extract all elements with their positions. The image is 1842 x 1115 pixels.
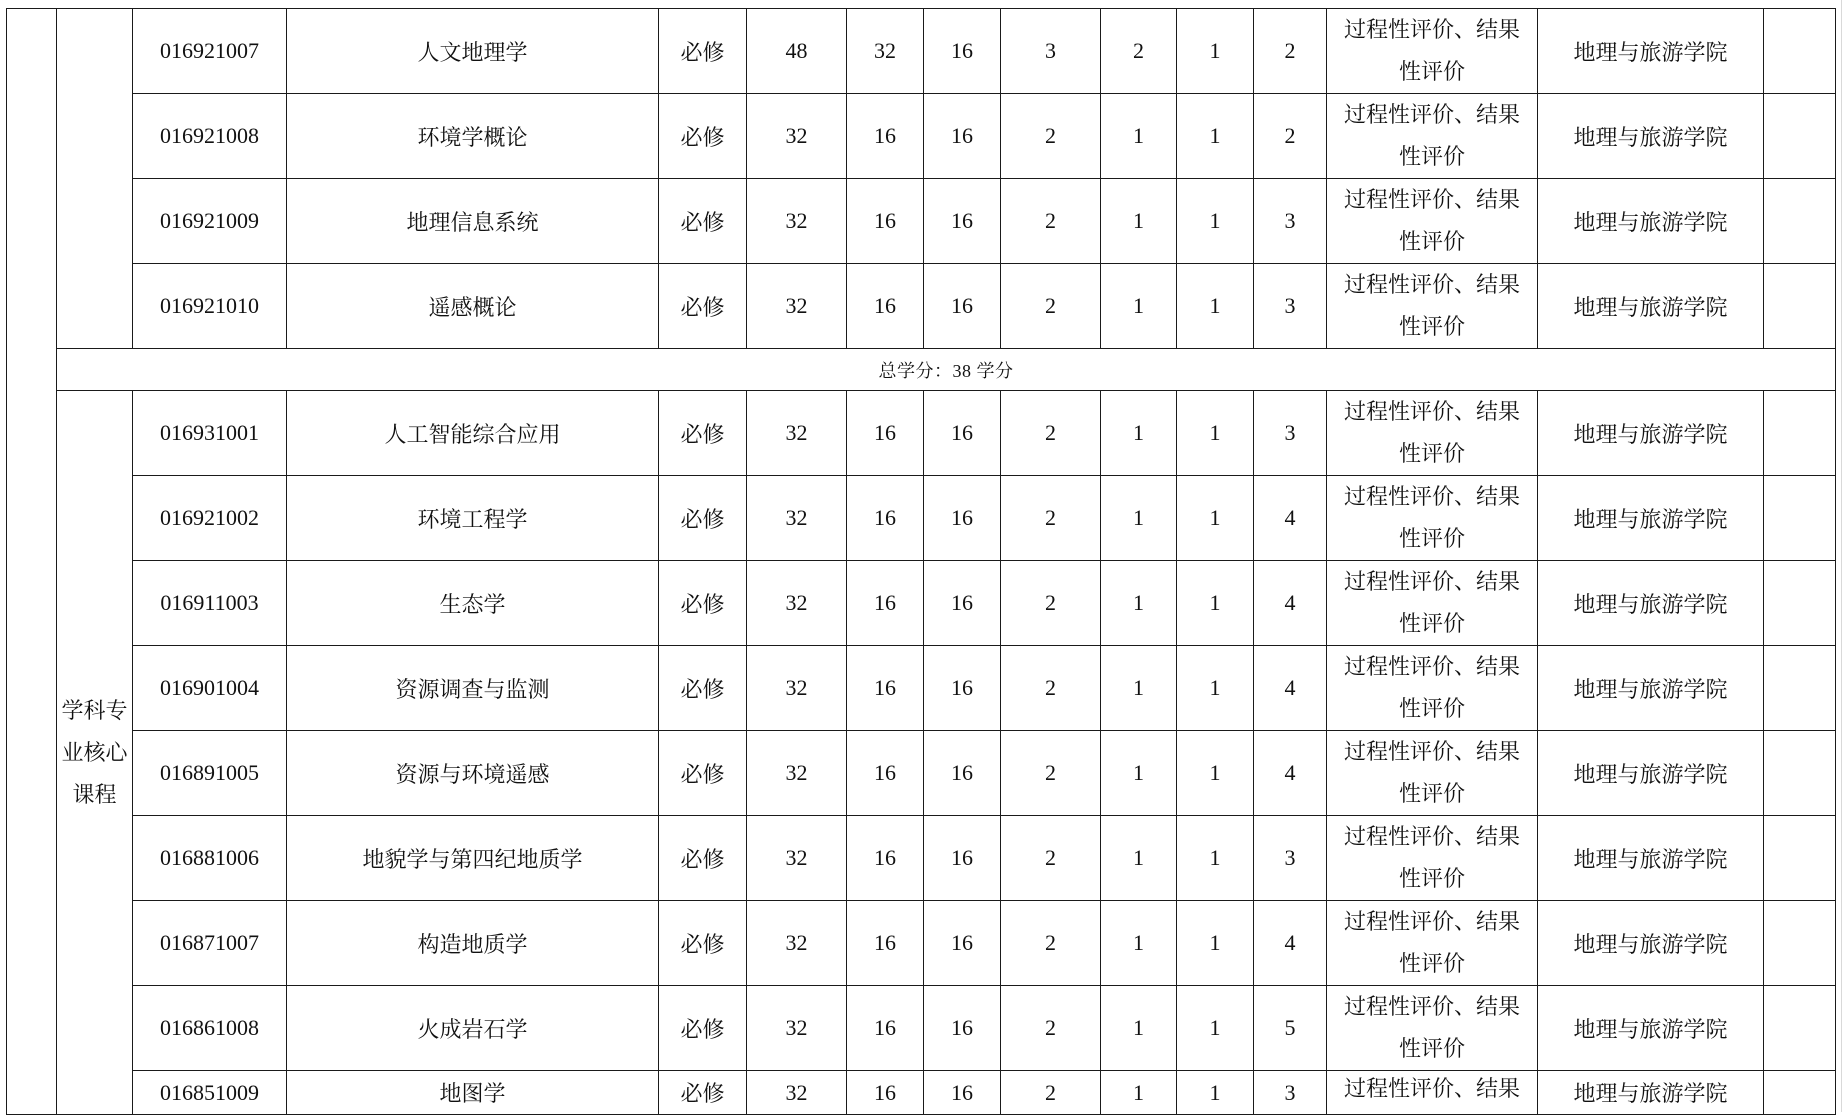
theory-credits-cell: 1 [1101, 476, 1177, 561]
total-credits-cell: 2 [1001, 816, 1101, 901]
table-row [7, 731, 1836, 816]
table-row [7, 264, 1836, 349]
course-type-cell: 必修 [659, 731, 747, 816]
college-cell: 地理与旅游学院 [1538, 391, 1764, 476]
total-hours-cell: 32 [747, 94, 847, 179]
total-hours-cell: 32 [747, 816, 847, 901]
term-cell: 3 [1254, 179, 1327, 264]
table-row [7, 94, 1836, 179]
course-type-cell: 必修 [659, 391, 747, 476]
course-type-cell: 必修 [659, 94, 747, 179]
category-label-cell [57, 391, 133, 1115]
course-type-cell: 必修 [659, 179, 747, 264]
theory-credits-cell: 1 [1101, 816, 1177, 901]
course-code-cell: 016891005 [133, 731, 287, 816]
total-hours-cell: 32 [747, 476, 847, 561]
term-cell: 4 [1254, 476, 1327, 561]
practice-credits-cell: 1 [1177, 816, 1254, 901]
theory-hours-cell: 16 [847, 901, 924, 986]
remark-cell [1764, 179, 1836, 264]
remark-cell [1764, 901, 1836, 986]
term-cell: 3 [1254, 816, 1327, 901]
course-table [6, 8, 1836, 1115]
course-code-cell: 016921010 [133, 264, 287, 349]
remark-cell [1764, 816, 1836, 901]
course-code-cell: 016921009 [133, 179, 287, 264]
total-credits-cell: 2 [1001, 264, 1101, 349]
total-credits-row [7, 349, 1836, 391]
total-credits-cell: 2 [1001, 901, 1101, 986]
total-credits-cell: 2 [1001, 986, 1101, 1071]
course-name-cell: 遥感概论 [287, 264, 659, 349]
assessment-cell: 过程性评价、结果性评价 [1327, 561, 1538, 646]
college-cell: 地理与旅游学院 [1538, 646, 1764, 731]
total-credits-cell: 2 [1001, 561, 1101, 646]
total-hours-cell: 32 [747, 646, 847, 731]
remark-cell [1764, 391, 1836, 476]
total-credits-cell: 2 [1001, 179, 1101, 264]
total-hours-cell: 32 [747, 561, 847, 646]
theory-hours-cell: 16 [847, 561, 924, 646]
course-name-cell: 构造地质学 [287, 901, 659, 986]
theory-hours-cell: 16 [847, 646, 924, 731]
college-cell: 地理与旅游学院 [1538, 1071, 1764, 1115]
term-cell: 5 [1254, 986, 1327, 1071]
assessment-cell: 过程性评价、结果性评价 [1327, 9, 1538, 94]
practice-hours-cell: 16 [924, 816, 1001, 901]
course-type-cell: 必修 [659, 986, 747, 1071]
course-type-cell: 必修 [659, 901, 747, 986]
practice-credits-cell: 1 [1177, 1071, 1254, 1115]
total-hours-cell: 32 [747, 901, 847, 986]
assessment-cell: 过程性评价、结果性评价 [1327, 94, 1538, 179]
practice-hours-cell: 16 [924, 986, 1001, 1071]
course-code-cell: 016861008 [133, 986, 287, 1071]
term-cell: 3 [1254, 391, 1327, 476]
theory-hours-cell: 16 [847, 179, 924, 264]
remark-cell [1764, 986, 1836, 1071]
course-name-cell: 火成岩石学 [287, 986, 659, 1071]
assessment-cell: 过程性评价、结果性评价 [1327, 391, 1538, 476]
college-cell: 地理与旅游学院 [1538, 179, 1764, 264]
remark-cell [1764, 731, 1836, 816]
theory-credits-cell: 1 [1101, 561, 1177, 646]
practice-credits-cell: 1 [1177, 264, 1254, 349]
course-code-cell: 016881006 [133, 816, 287, 901]
course-name-cell: 地图学 [287, 1071, 659, 1115]
category-label: 学科专业核心课程 [61, 697, 128, 807]
theory-credits-cell: 1 [1101, 1071, 1177, 1115]
total-hours-cell: 32 [747, 391, 847, 476]
college-cell: 地理与旅游学院 [1538, 731, 1764, 816]
practice-hours-cell: 16 [924, 731, 1001, 816]
course-name-cell: 人工智能综合应用 [287, 391, 659, 476]
remark-cell [1764, 561, 1836, 646]
course-code-cell: 016871007 [133, 901, 287, 986]
table-row [7, 986, 1836, 1071]
practice-hours-cell: 16 [924, 264, 1001, 349]
term-cell: 4 [1254, 646, 1327, 731]
assessment-cell: 过程性评价、结果性评价 [1327, 986, 1538, 1071]
total-hours-cell: 32 [747, 179, 847, 264]
practice-hours-cell: 16 [924, 179, 1001, 264]
assessment-cell: 过程性评价、结果性评价 [1327, 476, 1538, 561]
theory-hours-cell: 16 [847, 731, 924, 816]
total-credits-cell: 2 [1001, 731, 1101, 816]
theory-credits-cell: 1 [1101, 646, 1177, 731]
course-code-cell: 016921008 [133, 94, 287, 179]
course-type-cell: 必修 [659, 476, 747, 561]
theory-hours-cell: 16 [847, 264, 924, 349]
theory-hours-cell: 16 [847, 816, 924, 901]
course-type-cell: 必修 [659, 561, 747, 646]
total-credits-cell: 2 [1001, 1071, 1101, 1115]
practice-credits-cell: 1 [1177, 731, 1254, 816]
table-row [7, 561, 1836, 646]
theory-credits-cell: 2 [1101, 9, 1177, 94]
assessment-cell: 过程性评价、结果性评价 [1327, 179, 1538, 264]
total-credits-cell: 3 [1001, 9, 1101, 94]
practice-hours-cell: 16 [924, 901, 1001, 986]
practice-credits-cell: 1 [1177, 476, 1254, 561]
category-label-cell [57, 9, 133, 349]
theory-hours-cell: 16 [847, 986, 924, 1071]
table-row [7, 901, 1836, 986]
course-name-cell: 生态学 [287, 561, 659, 646]
table-row [7, 179, 1836, 264]
table-row [7, 476, 1836, 561]
college-cell: 地理与旅游学院 [1538, 264, 1764, 349]
course-name-cell: 资源调查与监测 [287, 646, 659, 731]
course-type-cell: 必修 [659, 816, 747, 901]
course-name-cell: 人文地理学 [287, 9, 659, 94]
course-name-cell: 地貌学与第四纪地质学 [287, 816, 659, 901]
assessment-cell: 过程性评价、结果 [1327, 1071, 1538, 1115]
table-body [7, 9, 1836, 1115]
table-row [7, 646, 1836, 731]
total-hours-cell: 32 [747, 731, 847, 816]
theory-credits-cell: 1 [1101, 731, 1177, 816]
remark-cell [1764, 264, 1836, 349]
total-credits-cell: 2 [1001, 646, 1101, 731]
term-cell: 4 [1254, 901, 1327, 986]
assessment-cell: 过程性评价、结果性评价 [1327, 264, 1538, 349]
college-cell: 地理与旅游学院 [1538, 561, 1764, 646]
total-credits-cell: 2 [1001, 476, 1101, 561]
assessment-cell: 过程性评价、结果性评价 [1327, 816, 1538, 901]
remark-cell [1764, 9, 1836, 94]
term-cell: 3 [1254, 1071, 1327, 1115]
course-code-cell: 016921007 [133, 9, 287, 94]
total-credits-cell: 2 [1001, 94, 1101, 179]
course-type-cell: 必修 [659, 646, 747, 731]
assessment-cell: 过程性评价、结果性评价 [1327, 646, 1538, 731]
remark-cell [1764, 1071, 1836, 1115]
college-cell: 地理与旅游学院 [1538, 901, 1764, 986]
assessment-cell: 过程性评价、结果性评价 [1327, 901, 1538, 986]
theory-credits-cell: 1 [1101, 94, 1177, 179]
practice-credits-cell: 1 [1177, 391, 1254, 476]
practice-hours-cell: 16 [924, 646, 1001, 731]
course-code-cell: 016921002 [133, 476, 287, 561]
college-cell: 地理与旅游学院 [1538, 476, 1764, 561]
practice-hours-cell: 16 [924, 94, 1001, 179]
practice-credits-cell: 1 [1177, 986, 1254, 1071]
total-credits-text: 总学分：38 学分 [57, 349, 1836, 391]
theory-credits-cell: 1 [1101, 179, 1177, 264]
term-cell: 4 [1254, 731, 1327, 816]
college-cell: 地理与旅游学院 [1538, 94, 1764, 179]
theory-hours-cell: 16 [847, 391, 924, 476]
total-hours-cell: 32 [747, 1071, 847, 1115]
outer-category-cell [7, 9, 57, 1115]
practice-credits-cell: 1 [1177, 94, 1254, 179]
course-code-cell: 016901004 [133, 646, 287, 731]
course-code-cell: 016911003 [133, 561, 287, 646]
theory-credits-cell: 1 [1101, 986, 1177, 1071]
course-code-cell: 016931001 [133, 391, 287, 476]
practice-credits-cell: 1 [1177, 561, 1254, 646]
practice-credits-cell: 1 [1177, 179, 1254, 264]
practice-hours-cell: 16 [924, 561, 1001, 646]
practice-credits-cell: 1 [1177, 901, 1254, 986]
theory-credits-cell: 1 [1101, 391, 1177, 476]
course-name-cell: 环境学概论 [287, 94, 659, 179]
course-type-cell: 必修 [659, 1071, 747, 1115]
term-cell: 2 [1254, 9, 1327, 94]
theory-hours-cell: 16 [847, 94, 924, 179]
total-hours-cell: 32 [747, 264, 847, 349]
theory-hours-cell: 32 [847, 9, 924, 94]
total-hours-cell: 32 [747, 986, 847, 1071]
course-type-cell: 必修 [659, 9, 747, 94]
theory-credits-cell: 1 [1101, 264, 1177, 349]
course-name-cell: 资源与环境遥感 [287, 731, 659, 816]
theory-hours-cell: 16 [847, 1071, 924, 1115]
theory-credits-cell: 1 [1101, 901, 1177, 986]
table-row [7, 816, 1836, 901]
table-row [7, 1071, 1836, 1115]
assessment-cell: 过程性评价、结果性评价 [1327, 731, 1538, 816]
college-cell: 地理与旅游学院 [1538, 986, 1764, 1071]
practice-hours-cell: 16 [924, 9, 1001, 94]
course-name-cell: 环境工程学 [287, 476, 659, 561]
total-hours-cell: 48 [747, 9, 847, 94]
practice-hours-cell: 16 [924, 1071, 1001, 1115]
term-cell: 2 [1254, 94, 1327, 179]
college-cell: 地理与旅游学院 [1538, 9, 1764, 94]
remark-cell [1764, 94, 1836, 179]
practice-hours-cell: 16 [924, 391, 1001, 476]
term-cell: 4 [1254, 561, 1327, 646]
practice-credits-cell: 1 [1177, 646, 1254, 731]
course-code-cell: 016851009 [133, 1071, 287, 1115]
course-type-cell: 必修 [659, 264, 747, 349]
remark-cell [1764, 646, 1836, 731]
table-row [7, 391, 1836, 476]
practice-hours-cell: 16 [924, 476, 1001, 561]
course-name-cell: 地理信息系统 [287, 179, 659, 264]
table-row [7, 9, 1836, 94]
term-cell: 3 [1254, 264, 1327, 349]
college-cell: 地理与旅游学院 [1538, 816, 1764, 901]
practice-credits-cell: 1 [1177, 9, 1254, 94]
remark-cell [1764, 476, 1836, 561]
total-credits-cell: 2 [1001, 391, 1101, 476]
theory-hours-cell: 16 [847, 476, 924, 561]
